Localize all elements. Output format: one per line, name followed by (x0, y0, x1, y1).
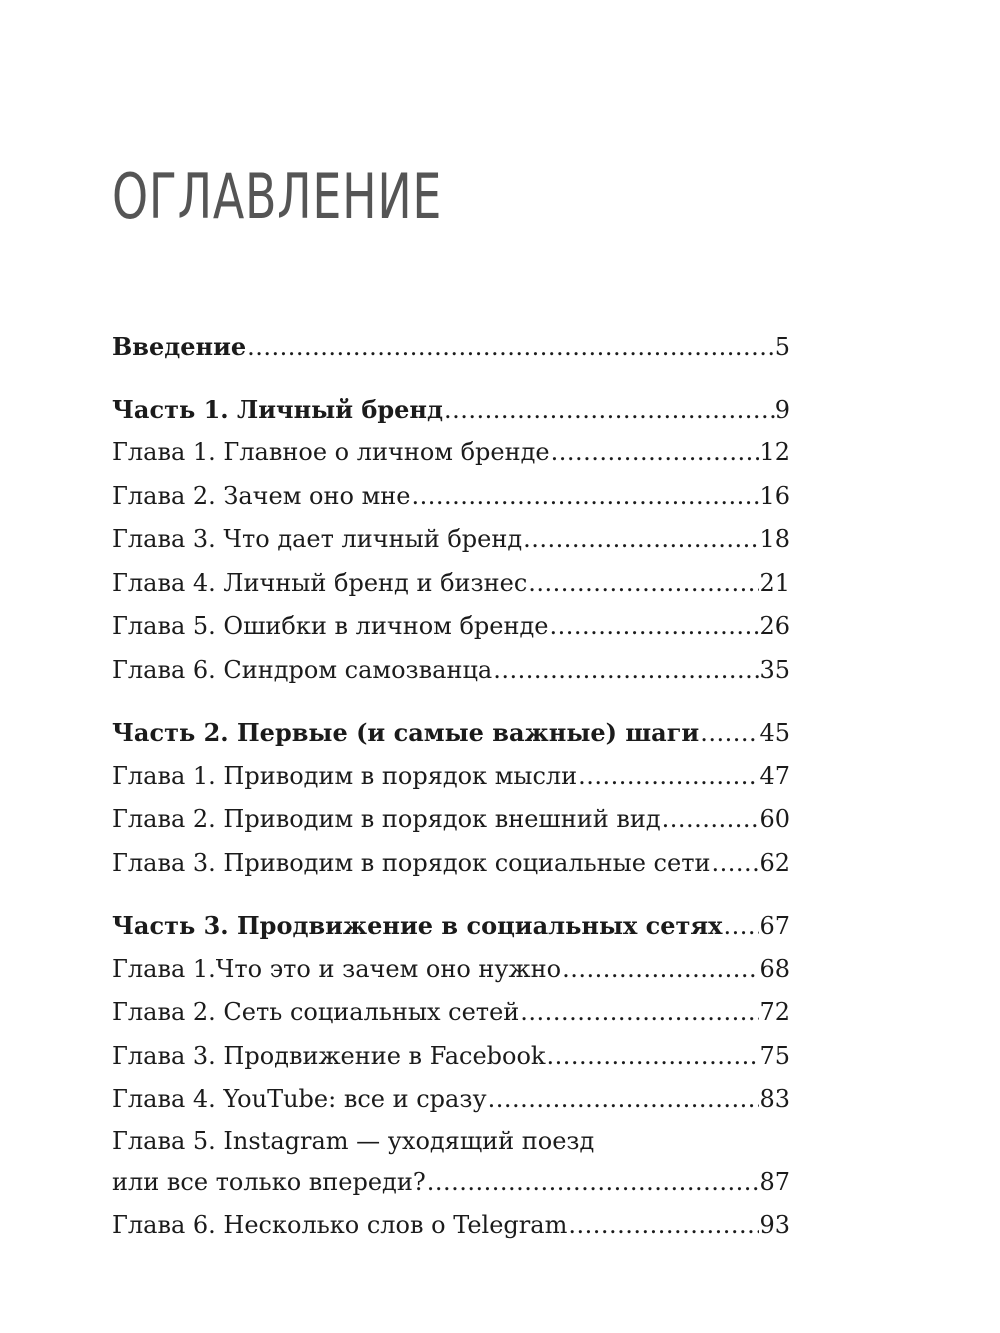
toc-entry-chapter[interactable] (112, 755, 790, 799)
entry-title: Глава 1. Главное о личном бренде (112, 438, 550, 466)
entry-title: Глава 3. Приводим в порядок социальные сети (112, 848, 711, 877)
toc-entry-chapter[interactable] (112, 948, 790, 992)
entry-page: 93 (759, 1210, 790, 1239)
entry-title: Введение (112, 332, 247, 361)
entry-page: 26 (759, 612, 790, 640)
dot-leader (246, 326, 775, 370)
entry-title: Часть 2. Первые (и самые важные) шаги (112, 718, 700, 747)
dot-leader (519, 991, 759, 1035)
dot-leader (426, 1161, 760, 1204)
entry-title: Глава 1.Что это и зачем оно нужно (112, 954, 562, 983)
dot-leader (561, 948, 759, 992)
toc-entry-part-2[interactable] (112, 711, 790, 755)
entry-title: Глава 1. Приводим в порядок мысли (112, 761, 578, 790)
toc-entry-chapter[interactable] (112, 1035, 790, 1079)
entry-page: 67 (759, 912, 790, 940)
entry-page: 75 (759, 1041, 790, 1070)
toc-entry-chapter[interactable] (112, 1078, 790, 1122)
entry-page: 87 (759, 1167, 790, 1196)
dot-leader (577, 755, 759, 799)
toc-entry-part-3[interactable] (112, 904, 790, 948)
entry-page: 68 (759, 954, 790, 983)
entry-title: Глава 5. Instagram — уходящий поезд (112, 1126, 595, 1155)
toc-entry-chapter[interactable] (112, 649, 790, 693)
entry-page: 5 (774, 333, 790, 361)
toc-entry-chapter[interactable] (112, 562, 790, 606)
entry-page: 16 (759, 481, 790, 510)
dot-leader (722, 905, 759, 949)
toc-entry-chapter[interactable] (112, 605, 790, 649)
dot-leader (487, 1078, 760, 1122)
entry-title: Глава 6. Синдром самозванца (112, 655, 493, 684)
dot-leader (410, 475, 759, 519)
dot-leader (522, 518, 759, 562)
entry-page: 21 (759, 568, 790, 597)
toc-entry-introduction[interactable] (112, 325, 790, 369)
toc-entry-chapter[interactable] (112, 518, 790, 562)
entry-title: Глава 2. Сеть социальных сетей (112, 998, 520, 1026)
dot-leader (710, 842, 759, 886)
toc-entry-chapter[interactable] (112, 475, 790, 519)
toc-entry-chapter[interactable] (112, 431, 790, 475)
dot-leader (550, 431, 760, 475)
toc-entry-chapter[interactable] (112, 991, 790, 1035)
dot-leader (443, 389, 775, 433)
toc-entry-chapter-multiline[interactable] (112, 1122, 790, 1204)
entry-title: Глава 4. YouTube: все и сразу (112, 1085, 487, 1113)
entry-title: Глава 2. Зачем оно мне (112, 481, 411, 510)
entry-page: 60 (759, 805, 790, 833)
entry-title: Часть 3. Продвижение в социальных сетях (112, 911, 723, 940)
dot-leader (661, 798, 760, 842)
toc-entry-chapter[interactable] (112, 842, 790, 886)
dot-leader (548, 605, 759, 649)
entry-page: 35 (759, 655, 790, 684)
entry-title: Часть 1. Личный бренд (112, 394, 443, 424)
entry-page: 62 (759, 848, 790, 877)
entry-title: Глава 5. Ошибки в личном бренде (112, 612, 549, 640)
toc-entry-chapter[interactable] (112, 798, 790, 842)
entry-title: Глава 3. Продвижение в Facebook (112, 1041, 546, 1070)
toc-heading: ОГЛАВЛЕНИЕ (112, 160, 443, 233)
dot-leader (545, 1035, 759, 1079)
entry-title: Глава 4. Личный бренд и бизнес (112, 568, 528, 597)
entry-page: 9 (774, 395, 790, 424)
entry-title: Глава 3. Что дает личный бренд (112, 525, 523, 553)
entry-page: 83 (759, 1085, 790, 1113)
entry-page: 18 (759, 525, 790, 553)
toc-entry-chapter[interactable] (112, 1204, 790, 1248)
entry-title-continuation-row (112, 1161, 790, 1204)
dot-leader (492, 649, 759, 693)
dot-leader (527, 562, 759, 606)
entry-title-line2: или все только впереди? (112, 1167, 426, 1196)
entry-page: 72 (759, 998, 790, 1026)
toc-list (112, 325, 790, 1247)
entry-title: Глава 6. Несколько слов о Telegram (112, 1210, 568, 1239)
toc-entry-part-1[interactable] (112, 388, 790, 432)
dot-leader (699, 712, 759, 756)
dot-leader (567, 1204, 759, 1248)
entry-page: 12 (759, 438, 790, 466)
entry-page: 45 (759, 719, 790, 747)
entry-title: Глава 2. Приводим в порядок внешний вид (112, 805, 661, 833)
entry-page: 47 (759, 761, 790, 790)
